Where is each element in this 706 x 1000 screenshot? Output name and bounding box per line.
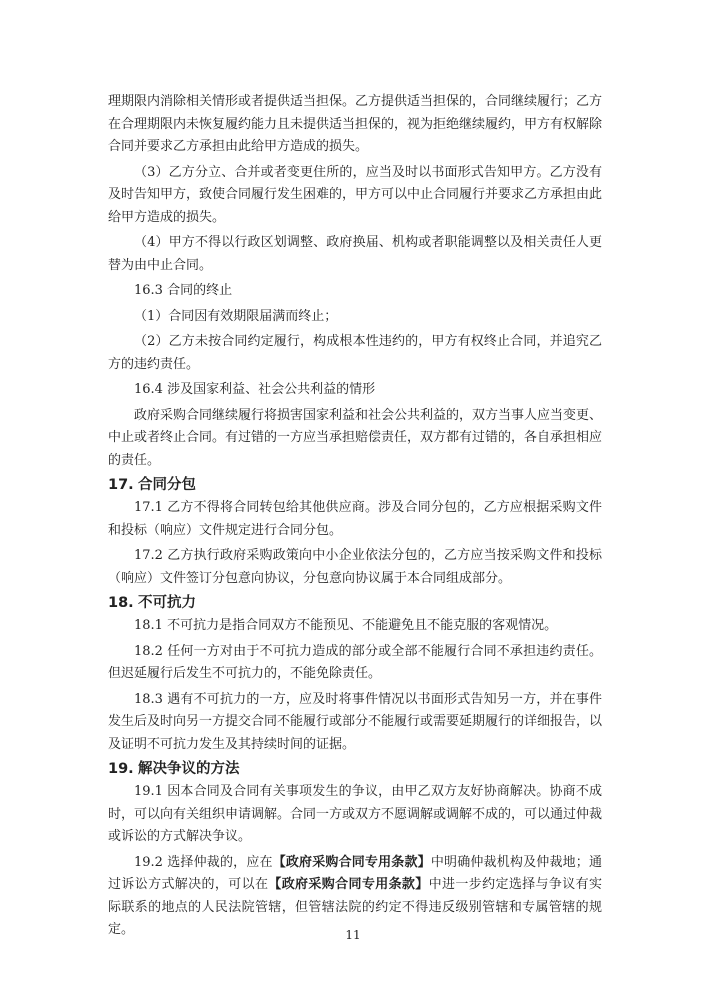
paragraph-item-3: （3）乙方分立、合并或者变更住所的，应当及时以书面形式告知甲方。乙方没有及时告知甲方，致使合同履行发生困难的，甲方可以中止合同履行并要求乙方承担由此给甲方造成的损失。 xyxy=(108,164,603,225)
paragraph-18-3: 18.3 遇有不可抗力的一方，应及时将事件情况以书面形式告知另一方，并在事件发生后及时向另一方提交合同不能履行或部分不能履行或需要延期履行的详细报告，以及证明不可抗力发生及其持续时间的证据。 xyxy=(108,691,603,752)
paragraph-18-2: 18.2 任何一方对由于不可抗力造成的部分或全部不能履行合同不承担违约责任。但迟延履行后发生不可抗力的，不能免除责任。 xyxy=(108,643,602,681)
special-terms-reference-2: 【政府采购合同专用条款】 xyxy=(268,877,429,892)
page-content xyxy=(108,91,602,942)
paragraph-19-1: 19.1 因本合同及合同有关事项发生的争议，由甲乙双方友好协商解决。协商不成时，可以向有关组织申请调解。合同一方或双方不愿调解或调解不成的，可以通过仲裁或诉讼的方式解决争议。 xyxy=(108,784,603,844)
paragraph-item-4: （4）甲方不得以行政区划调整、政府换届、机构或者职能调整以及相关责任人更替为由中止合同。 xyxy=(108,235,602,273)
section-18-number: 18. xyxy=(108,595,134,611)
section-19-number: 19. xyxy=(108,761,134,777)
section-19-heading xyxy=(108,758,602,780)
special-terms-reference-1: 【政府采购合同专用条款】 xyxy=(272,854,431,870)
paragraph-18-1: 18.1 不可抗力是指合同双方不能预见、不能避免且不能克服的客观情况。 xyxy=(134,618,558,633)
section-18-title: 不可抗力 xyxy=(138,595,196,611)
paragraph-17-2: 17.2 乙方执行政府采购政策向中小企业依法分包的，乙方应当按采购文件和投标（响应）文件签订分包意向协议，分包意向协议属于本合同组成部分。 xyxy=(108,548,602,586)
paragraph-19-2-part1: 19.2 选择仲裁的，应在 xyxy=(134,854,273,870)
paragraph-termination-2: （2）乙方未按合同约定履行，构成根本性违约的，甲方有权终止合同，并追究乙方的违约责任。 xyxy=(108,334,602,372)
section-19-title: 解决争议的方法 xyxy=(138,761,240,777)
paragraph-continued: 理期限内消除相关情形或者提供适当担保。乙方提供适当担保的，合同继续履行；乙方在合理期限内未恢复履约能力且未提供适当担保的，视为拒绝继续履约，甲方有权解除合同并要求乙方承担由此给甲方造成的损失。 xyxy=(108,94,603,154)
section-18-heading xyxy=(108,592,602,614)
paragraph-termination-1: （1）合同因有效期限届满而终止； xyxy=(134,308,338,324)
paragraph-19-2-part2: 中明确仲裁机构及仲裁地；通过诉讼方式解决的，可以在 xyxy=(108,854,602,892)
page-number: 11 xyxy=(345,928,361,942)
paragraph-public-interest: 政府采购合同继续履行将损害国家利益和社会公共利益的，双方当事人应当变更、中止或者终止合同。有过错的一方应当承担赔偿责任，双方都有过错的，各自承担相应的责任。 xyxy=(108,407,603,468)
section-17-number: 17. xyxy=(108,477,134,493)
paragraph-19-2-part3: 中进一步约定选择与争议有实际联系的地点的人民法院管辖，但管辖法院的约定不得违反级别管辖和专属管辖的规定。 xyxy=(108,877,602,937)
subsection-16-3-title: 16.3 合同的终止 xyxy=(134,283,233,298)
subsection-16-4-title: 16.4 涉及国家利益、社会公共利益的情形 xyxy=(134,382,376,397)
paragraph-17-1: 17.1 乙方不得将合同转包给其他供应商。涉及合同分包的，乙方应根据采购文件和投标（响应）文件规定进行合同分包。 xyxy=(108,500,602,538)
section-17-title: 合同分包 xyxy=(138,477,196,493)
section-17-heading xyxy=(108,474,602,496)
